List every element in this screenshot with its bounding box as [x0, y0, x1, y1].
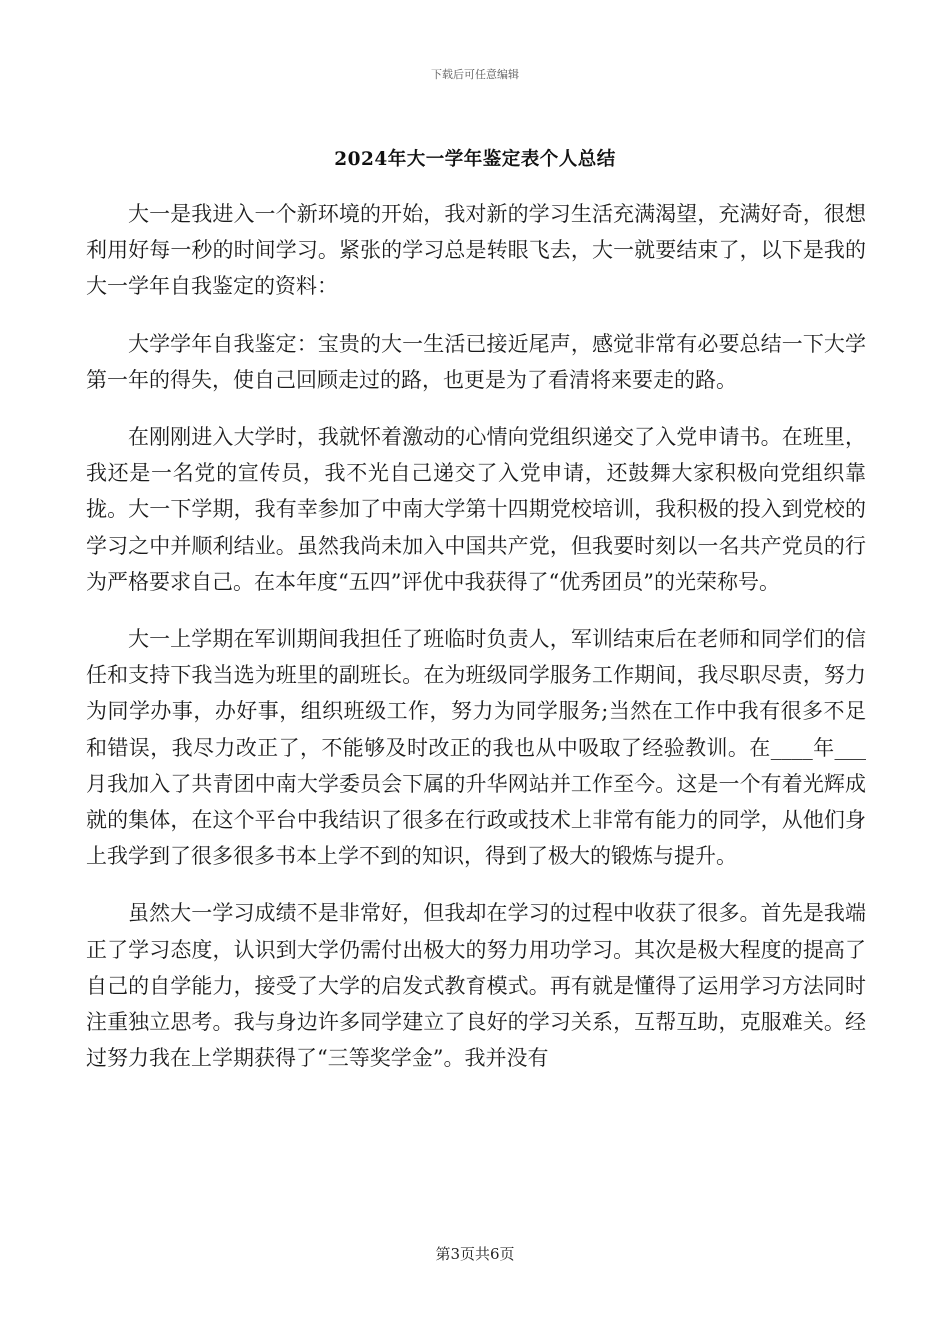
paragraph-party: 在刚刚进入大学时，我就怀着激动的心情向党组织递交了入党申请书。在班里，我还是一名党的宣传员，我不光自己递交了入党申请，还鼓舞大家积极向党组织靠拢。大一下学期，我有幸参加了中南大学第十四期党校培训，我积极的投入到党校的学习之中并顺利结业。虽然我尚未加入中国共产党，但我要时刻以一名共产党员的行为严格要求自己。在本年度“五四”评优中我获得了“优秀团员”的光荣称号。	[86, 425, 866, 594]
page-number: 第3页共6页	[435, 1245, 515, 1263]
paragraph-intro: 大一是我进入一个新环境的开始，我对新的学习生活充满渴望，充满好奇，很想利用好每一秒的时间学习。紧张的学习总是转眼飞去，大一就要结束了，以下是我的大一学年自我鉴定的资料：	[86, 202, 866, 299]
document-title: 2024年大一学年鉴定表个人总结	[334, 149, 616, 170]
document-body	[86, 196, 866, 1097]
paragraph-self-assessment: 大学学年自我鉴定：宝贵的大一生活已接近尾声，感觉非常有必要总结一下大学第一年的得失，使自己回顾走过的路，也更是为了看清将来要走的路。	[86, 331, 866, 392]
paragraph-class-work: 大一上学期在军训期间我担任了班临时负责人，军训结束后在老师和同学们的信任和支持下我当选为班里的副班长。在为班级同学服务工作期间，我尽职尽责，努力为同学办事，办好事，组织班级工作，努力为同学服务;当然在工作中我有很多不足和错误，我尽力改正了，不能够及时改正的我也从中吸取了经验教训。在____年___月我加入了共青团中南大学委员会下属的升华网站并工作至今。这是一个有着光辉成就的集体，在这个平台中我结识了很多在行政或技术上非常有能力的同学，从他们身上我学到了很多很多书本上学不到的知识，得到了极大的锻炼与提升。	[86, 627, 866, 869]
paragraph-study: 虽然大一学习成绩不是非常好，但我却在学习的过程中收获了很多。首先是我端正了学习态度，认识到大学仍需付出极大的努力用功学习。其次是极大程度的提高了自己的自学能力，接受了大学的启发式教育模式。再有就是懂得了运用学习方法同时注重独立思考。我与身边许多同学建立了良好的学习关系，互帮互助，克服难关。经过努力我在上学期获得了“三等奖学金”。我并没有	[86, 901, 866, 1071]
header-note: 下载后可任意编辑	[431, 68, 519, 81]
